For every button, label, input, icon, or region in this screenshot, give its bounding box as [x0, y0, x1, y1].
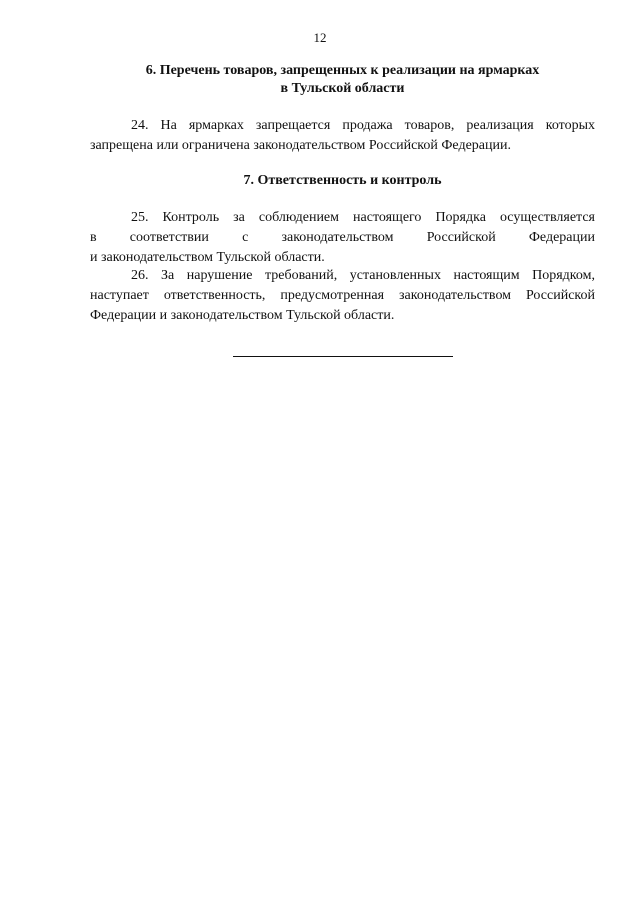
paragraph-24 — [90, 116, 595, 156]
paragraph-26-line-2: наступает ответственность, предусмотренная законодательством Российской — [90, 288, 595, 303]
section-7-heading-line-1: 7. Ответственность и контроль — [243, 173, 442, 188]
paragraph-26-line-1: 26. За нарушение требований, установленных настоящим Порядком, — [131, 268, 595, 283]
paragraph-26 — [90, 266, 595, 326]
paragraph-25-line-2: в соответствии с законодательством Российской Федерации — [90, 230, 595, 245]
end-of-document-rule — [233, 356, 453, 357]
section-7-heading — [90, 172, 595, 190]
section-6-heading-line-1: 6. Перечень товаров, запрещенных к реализации на ярмарках — [145, 63, 540, 78]
paragraph-25-line-1: 25. Контроль за соблюдением настоящего Порядка осуществляется — [131, 210, 595, 225]
paragraph-24-line-2: запрещена или ограничена законодательством Российской Федерации. — [90, 138, 511, 153]
paragraph-24-line-1: 24. На ярмарках запрещается продажа товаров, реализация которых — [131, 118, 595, 133]
page-number: 12 — [313, 30, 327, 45]
section-6-heading — [90, 62, 595, 98]
paragraph-25-line-3: и законодательством Тульской области. — [90, 250, 325, 265]
paragraph-25 — [90, 208, 595, 268]
section-6-heading-line-2: в Тульской области — [280, 81, 405, 96]
paragraph-26-line-3: Федерации и законодательством Тульской области. — [90, 308, 395, 323]
